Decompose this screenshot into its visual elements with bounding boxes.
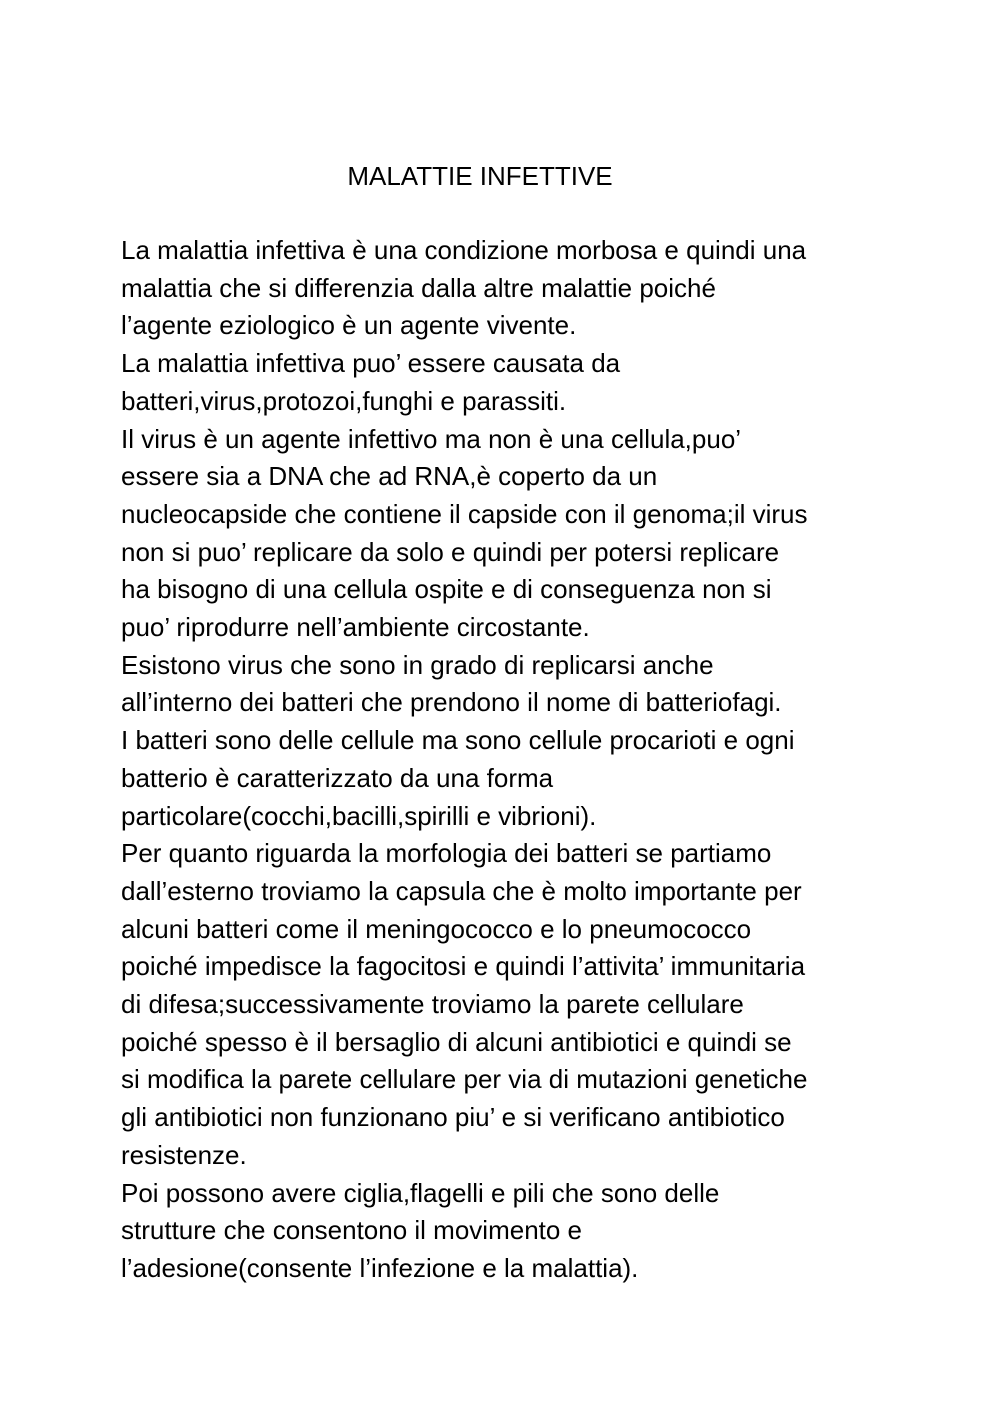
text-line: gli antibiotici non funzionano piu’ e si verificano antibiotico	[121, 1102, 785, 1133]
text-line: La malattia infettiva puo’ essere causata da	[121, 348, 621, 379]
text-line: puo’ riprodurre nell’ambiente circostante.	[121, 612, 590, 643]
text-line: poiché impedisce la fagocitosi e quindi l’attivita’ immunitaria	[121, 951, 806, 982]
text-line: alcuni batteri come il meningococco e lo pneumococco	[121, 913, 752, 944]
text-line: Il virus è un agente infettivo ma non è una cellula,puo’	[121, 423, 742, 454]
text-line: nucleocapside che contiene il capside con il genoma;il virus	[121, 498, 808, 529]
text-line: batteri,virus,protozoi,funghi e parassiti.	[121, 385, 567, 416]
text-line: all’interno dei batteri che prendono il nome di batteriofagi.	[121, 687, 782, 718]
text-line: strutture che consentono il movimento e	[121, 1215, 583, 1246]
text-line: Esistono virus che sono in grado di replicarsi anche	[121, 649, 714, 680]
text-line: ha bisogno di una cellula ospite e di conseguenza non si	[121, 574, 772, 605]
text-line: particolare(cocchi,bacilli,spirilli e vibrioni).	[121, 800, 597, 831]
text-line: l’agente eziologico è un agente vivente.	[121, 310, 577, 341]
text-line: Poi possono avere ciglia,flagelli e pili che sono delle	[121, 1177, 720, 1208]
text-line: poiché spesso è il bersaglio di alcuni antibiotici e quindi se	[121, 1026, 792, 1057]
text-line: l’adesione(consente l’infezione e la malattia).	[121, 1252, 639, 1283]
text-line: essere sia a DNA che ad RNA,è coperto da un	[121, 461, 658, 492]
text-line: dall’esterno troviamo la capsula che è molto importante per	[121, 875, 802, 906]
text-line: Per quanto riguarda la morfologia dei batteri se partiamo	[121, 838, 772, 869]
text-line: di difesa;successivamente troviamo la parete cellulare	[121, 989, 744, 1020]
text-line: La malattia infettiva è una condizione morbosa e quindi una	[121, 235, 807, 265]
text-line: malattia che si differenzia dalla altre malattie poiché	[121, 272, 716, 303]
text-line: I batteri sono delle cellule ma sono cellule procarioti e ogni	[121, 725, 795, 756]
text-line: resistenze.	[121, 1139, 247, 1170]
text-line: si modifica la parete cellulare per via di mutazioni genetiche	[121, 1064, 808, 1095]
document-body	[121, 232, 901, 1288]
text-line: batterio è caratterizzato da una forma	[121, 762, 554, 793]
document-title: MALATTIE INFETTIVE	[347, 161, 613, 191]
text-line: non si puo’ replicare da solo e quindi per potersi replicare	[121, 536, 780, 567]
